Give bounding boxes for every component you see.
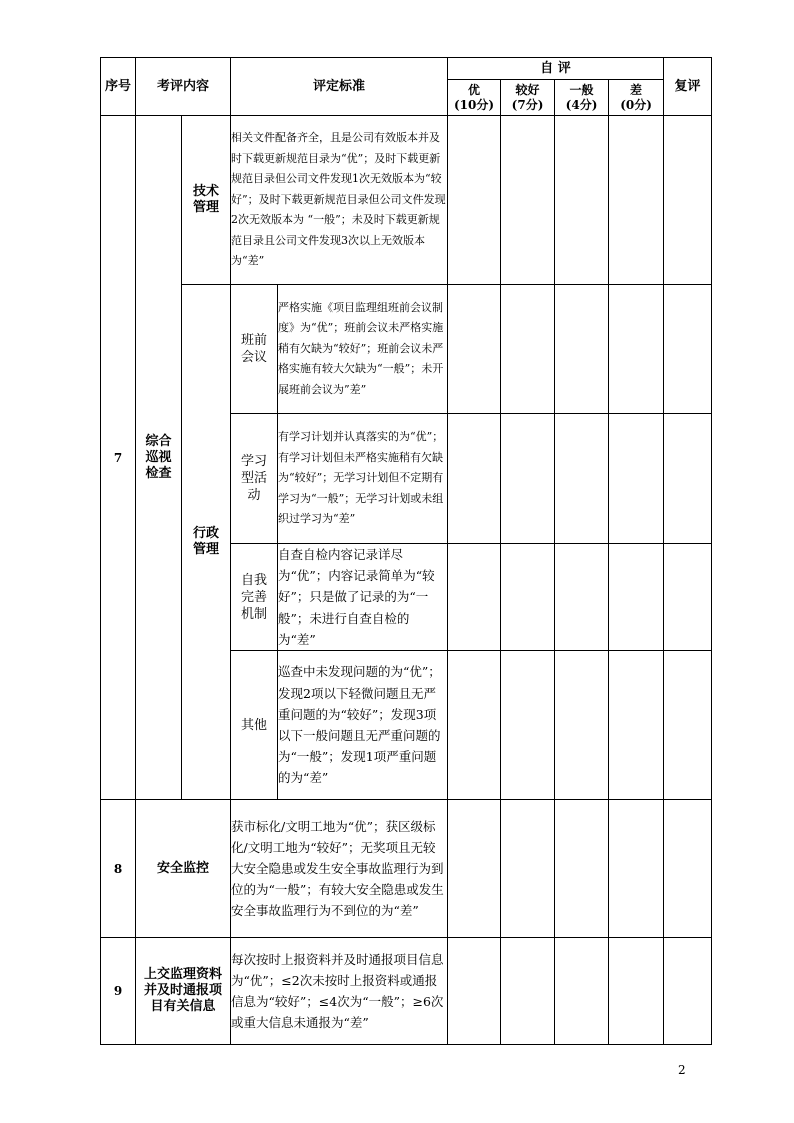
score-cell[interactable] [609, 414, 664, 544]
score-cell[interactable] [501, 544, 555, 651]
evaluation-table [100, 57, 712, 1045]
grade-average-header [555, 80, 609, 116]
score-cell[interactable] [555, 800, 609, 938]
grade-score: (10分) [454, 97, 495, 112]
score-cell[interactable] [448, 544, 501, 651]
score-cell[interactable] [609, 800, 664, 938]
score-cell[interactable] [448, 651, 501, 800]
section-8-name: 安全监控 [136, 800, 231, 938]
score-cell[interactable] [501, 285, 555, 414]
score-cell[interactable] [448, 414, 501, 544]
review-header: 复评 [664, 58, 712, 116]
admin-item-criteria: 自查自检内容记录详尽为“优”；内容记录简单为“较好”；只是做了记录的为“一般”；未进行自查自检的为“差” [278, 544, 448, 651]
section-8-number: 8 [101, 800, 136, 938]
section-9-number: 9 [101, 938, 136, 1045]
score-cell[interactable] [609, 651, 664, 800]
score-cell[interactable] [555, 414, 609, 544]
score-cell[interactable] [609, 544, 664, 651]
grade-poor-header [609, 80, 664, 116]
grade-name: 差 [630, 82, 643, 97]
grade-score: (0分) [620, 97, 652, 112]
review-cell[interactable] [664, 116, 712, 285]
admin-management-label: 行政管理 [182, 285, 231, 800]
grade-good-header [501, 80, 555, 116]
standard-header: 评定标准 [231, 58, 448, 116]
score-cell[interactable] [501, 651, 555, 800]
score-cell[interactable] [448, 116, 501, 285]
seq-header: 序号 [101, 58, 136, 116]
score-cell[interactable] [501, 414, 555, 544]
score-cell[interactable] [448, 285, 501, 414]
score-cell[interactable] [555, 938, 609, 1045]
admin-item-label: 学习型活动 [231, 414, 278, 544]
score-cell[interactable] [609, 938, 664, 1045]
review-cell[interactable] [664, 651, 712, 800]
grade-score: (7分) [511, 97, 544, 112]
score-cell[interactable] [555, 544, 609, 651]
review-cell[interactable] [664, 414, 712, 544]
admin-item-criteria: 严格实施《项目监理组班前会议制度》为“优”；班前会议未严格实施稍有欠缺为“较好”；班前会议未严格实施有较大欠缺为“一般”；未开展班前会议为”差” [278, 285, 448, 414]
section-7-number: 7 [101, 116, 136, 800]
score-cell[interactable] [555, 116, 609, 285]
grade-score: (4分) [565, 97, 598, 112]
score-cell[interactable] [555, 651, 609, 800]
score-cell[interactable] [448, 800, 501, 938]
grade-name: 优 [468, 82, 481, 97]
grade-excellent-header [448, 80, 501, 116]
review-cell[interactable] [664, 285, 712, 414]
self-eval-header: 自 评 [448, 58, 664, 80]
review-cell[interactable] [664, 800, 712, 938]
admin-item-label: 班前会议 [231, 285, 278, 414]
page-number: 2 [678, 1063, 686, 1077]
score-cell[interactable] [555, 285, 609, 414]
grade-name: 较好 [515, 82, 540, 97]
section-7-category: 综合巡视检查 [136, 116, 182, 800]
review-cell[interactable] [664, 544, 712, 651]
section-9-name: 上交监理资料并及时通报项目有关信息 [136, 938, 231, 1045]
admin-item-label: 其他 [231, 651, 278, 800]
grade-name: 一般 [569, 82, 594, 97]
score-cell[interactable] [609, 116, 664, 285]
section-9-criteria: 每次按时上报资料并及时通报项目信息为“优”；≤2次未按时上报资料或通报信息为“较好”；≤4次为“一般”；≥6次或重大信息未通报为“差” [231, 938, 448, 1045]
content-header: 考评内容 [136, 58, 231, 116]
tech-management-label: 技术管理 [182, 116, 231, 285]
score-cell[interactable] [501, 116, 555, 285]
admin-item-criteria: 有学习计划并认真落实的为“优”；有学习计划但未严格实施稍有欠缺为“较好”；无学习计划但不定期有学习为“一般”；无学习计划或未组织过学习为“差” [278, 414, 448, 544]
score-cell[interactable] [501, 938, 555, 1045]
section-8-criteria: 获市标化/文明工地为“优”；获区级标化/文明工地为“较好”；无奖项且无较大安全隐患或发生安全事故监理行为到位的为“一般”；有较大安全隐患或发生安全事故监理行为不到位的为“差” [231, 800, 448, 938]
score-cell[interactable] [501, 800, 555, 938]
review-cell[interactable] [664, 938, 712, 1045]
tech-management-criteria: 相关文件配备齐全，且是公司有效版本并及时下载更新规范目录为“优”；及时下载更新规范目录但公司文件发现1次无效版本为“较好”；及时下载更新规范目录但公司文件发现2次无效版本为 “一般”；未及时下载更新规范目录且公司文件发现3次以上无效版本为“差” [231, 116, 448, 285]
admin-item-label: 自我完善机制 [231, 544, 278, 651]
admin-item-criteria: 巡查中未发现问题的为“优”；发现2项以下轻微问题且无严重问题的为“较好”；发现3项以下一般问题且无严重问题的为“一般”；发现1项严重问题的为“差” [278, 651, 448, 800]
score-cell[interactable] [609, 285, 664, 414]
score-cell[interactable] [448, 938, 501, 1045]
